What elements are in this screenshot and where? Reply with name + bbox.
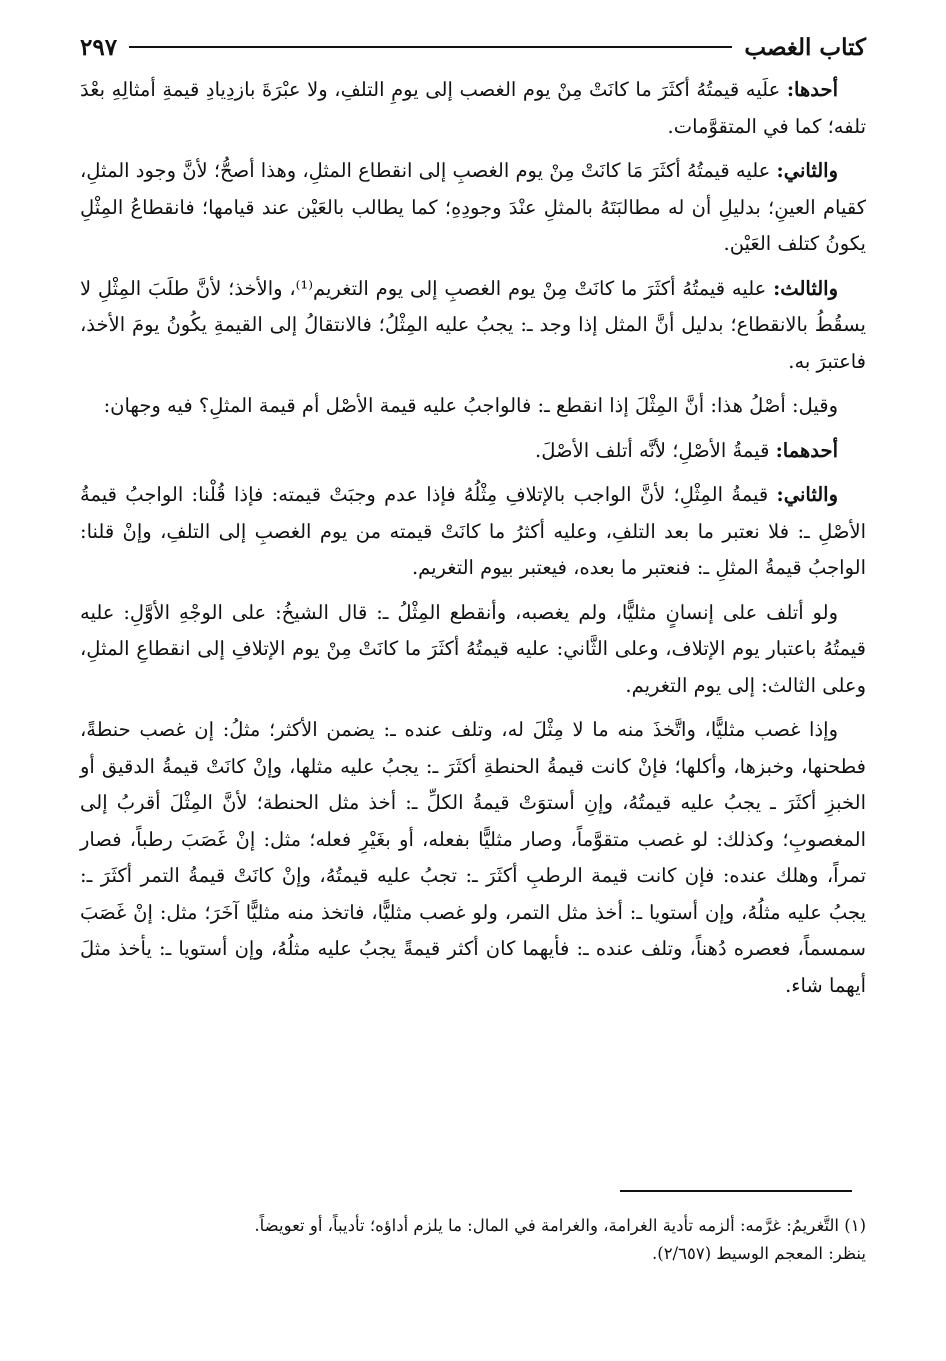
paragraph-5 [80,433,866,470]
paragraph-text: وإذا غصب مثليًّا، واتَّخذَ منه ما لا مِثْلَ له، وتلف عنده ـ: يضمن الأكثر؛ مثلُ: إن غصب حنطةً، فطحنها، وخبزها، وأكلها؛ فإنْ كانت قيمةُ الحنطةِ أكثَرَ ـ: يجبُ عليه مثلها، وإنْ كانَتْ قيمةُ الدقيق أو الخبزِ أكثَرَ ـ يجبُ عليه قيمتُهُ، وإنِ أستوَتْ قيمةُ الكلِّ ـ: أخذ مثل الحنطة؛ لأنَّ المِثْلَ أقربُ إلى المغصوبِ؛ وكذلك: لو غصب متقوَّماً، وصار مثليًّا بفعله، أو بغَيْرِ فعله؛ مثل: إنْ غَصَبَ رطباً، فصار تمراً، وهلك عنده: فإن كانت قيمة الرطبِ أكثَرَ ـ: تجبُ عليه قيمتُهُ، وإنْ كانَتْ قيمةُ التمر أكثَرَ ـ: يجبُ عليه مثلُهُ، وإن أستويا ـ: أخذ مثل التمر، ولو غصب مثليًّا، فاتخذ منه مثليًّا آخَرَ؛ مثل: إنْ غَصَبَ سمسماً، فعصره دُهناً، وتلف عنده ـ: فأيهما كان أكثر قيمةً يجبُ عليه مثلُهُ، وإن أستويا ـ: يأخذ مثلَ أيهما شاء. [80,718,866,997]
paragraph-lead: والثالث: [773,276,838,300]
footnotes [80,1212,866,1268]
paragraph-lead: أحدها: [786,78,838,101]
footnote-1-source: ينظر: المعجم الوسيط (٢/٦٥٧). [652,1244,866,1263]
paragraph-lead: أحدهما: [775,438,838,462]
paragraph-3 [80,271,866,381]
paragraph-text: ولو أتلف على إنسانٍ مثليًّا، ولم يغصبه، وأنقطع المِثْلُ ـ: قال الشيخُ: على الوجْهِ الأوَّلِ: عليه قيمتُهُ باعتبار يوم الإتلاف، وعلى الثَّاني: عليه قيمتُهُ أكثَرَ ما كانَتْ مِنْ يوم الإتلافِ إلى انقطاعِ المثلِ، وعلى الثالث: إلى يوم التغريم. [80,600,866,697]
paragraph-8 [80,712,866,1004]
page-header [80,30,866,64]
main-text [80,72,866,1012]
paragraph-text: قيمةُ المِثْلِ؛ لأنَّ الواجب بالإتلافِ مِثْلُهُ فإذا عدم وجبَتْ قيمته: فإذا قُلْنا: الواجبُ قيمةُ الأصْلِ ـ: فلا نعتبر ما بعد التلفِ، وعليه أكثرُ ما كانَتْ قيمته من يوم الغصبِ إلى التلفِ، وإنْ قلنا: الواجبُ قيمةُ المثلِ ـ: فنعتبر ما بعده، فيعتبر بيوم التغريم. [80,483,866,579]
paragraph-text: وقيل: أصْلُ هذا: أنَّ المِثْلَ إذا انقطع ـ: فالواجبُ عليه قيمة الأصْل أم قيمة المثلِ؟ فيه وجهان: [103,394,838,417]
paragraph-6 [80,477,866,587]
page-number: ٢٩٧ [80,33,118,61]
paragraph-lead: والثاني: [776,483,838,506]
paragraph-lead: والثاني: [776,159,838,182]
paragraph-text: قيمةُ الأصْلِ؛ لأنَّه أتلف الأصْلَ. [535,438,776,462]
footnote-1: (١) التَّغريمُ: غرَّمه: ألزمه تأدية الغرامة، والغرامة في المال: ما يلزم أداؤه؛ تأديباً، أو تعويضاً. [254,1216,866,1235]
footnote-separator [620,1190,852,1192]
paragraph-2 [80,153,866,263]
header-rule [129,46,732,48]
running-title: كتاب الغصب [744,33,866,61]
paragraph-4 [80,388,866,425]
paragraph-1 [80,72,866,145]
paragraph-text: عليه قيمتُهُ أكثَرَ مَا كانَتْ مِنْ يوم الغصبِ إلى انقطاع المثلِ، وهذا أصحُّ؛ لأنَّ وجود المثلِ، كقيام العينِ؛ بدليلِ أن له مطالبَتَهُ بالمثلِ عنْدَ وجودِهِ؛ كما يطالب بالعَيْن عند قيامها؛ فانقطاعُ المِثْلِ يكونُ كتلف العَيْن. [80,159,866,255]
paragraph-text: عليه قيمتُهُ أكثَرَ ما كانَتْ مِنْ يوم الغصبِ إلى يوم التغريم⁽¹⁾، والأخذ؛ لأنَّ طلَبَ المِثْلِ لا يسقُطُ بالانقطاع؛ بدليل أنَّ المثل إذا وجد ـ: يجبُ عليه المِثْلُ؛ فالانتقالُ إلى القيمةِ يكُونُ يومَ الأخذ، فاعتبرَ به. [80,276,866,373]
paragraph-7 [80,595,866,705]
paragraph-text: علَيه قيمتُهُ أكثَرَ ما كانَتْ مِنْ يوم الغصب إلى يومِ التلفِ، ولا عبْرَةَ بازدِيادِ قيمةِ أمثالِهِ بعْدَ تلفه؛ كما في المتقوَّمات. [80,78,866,138]
